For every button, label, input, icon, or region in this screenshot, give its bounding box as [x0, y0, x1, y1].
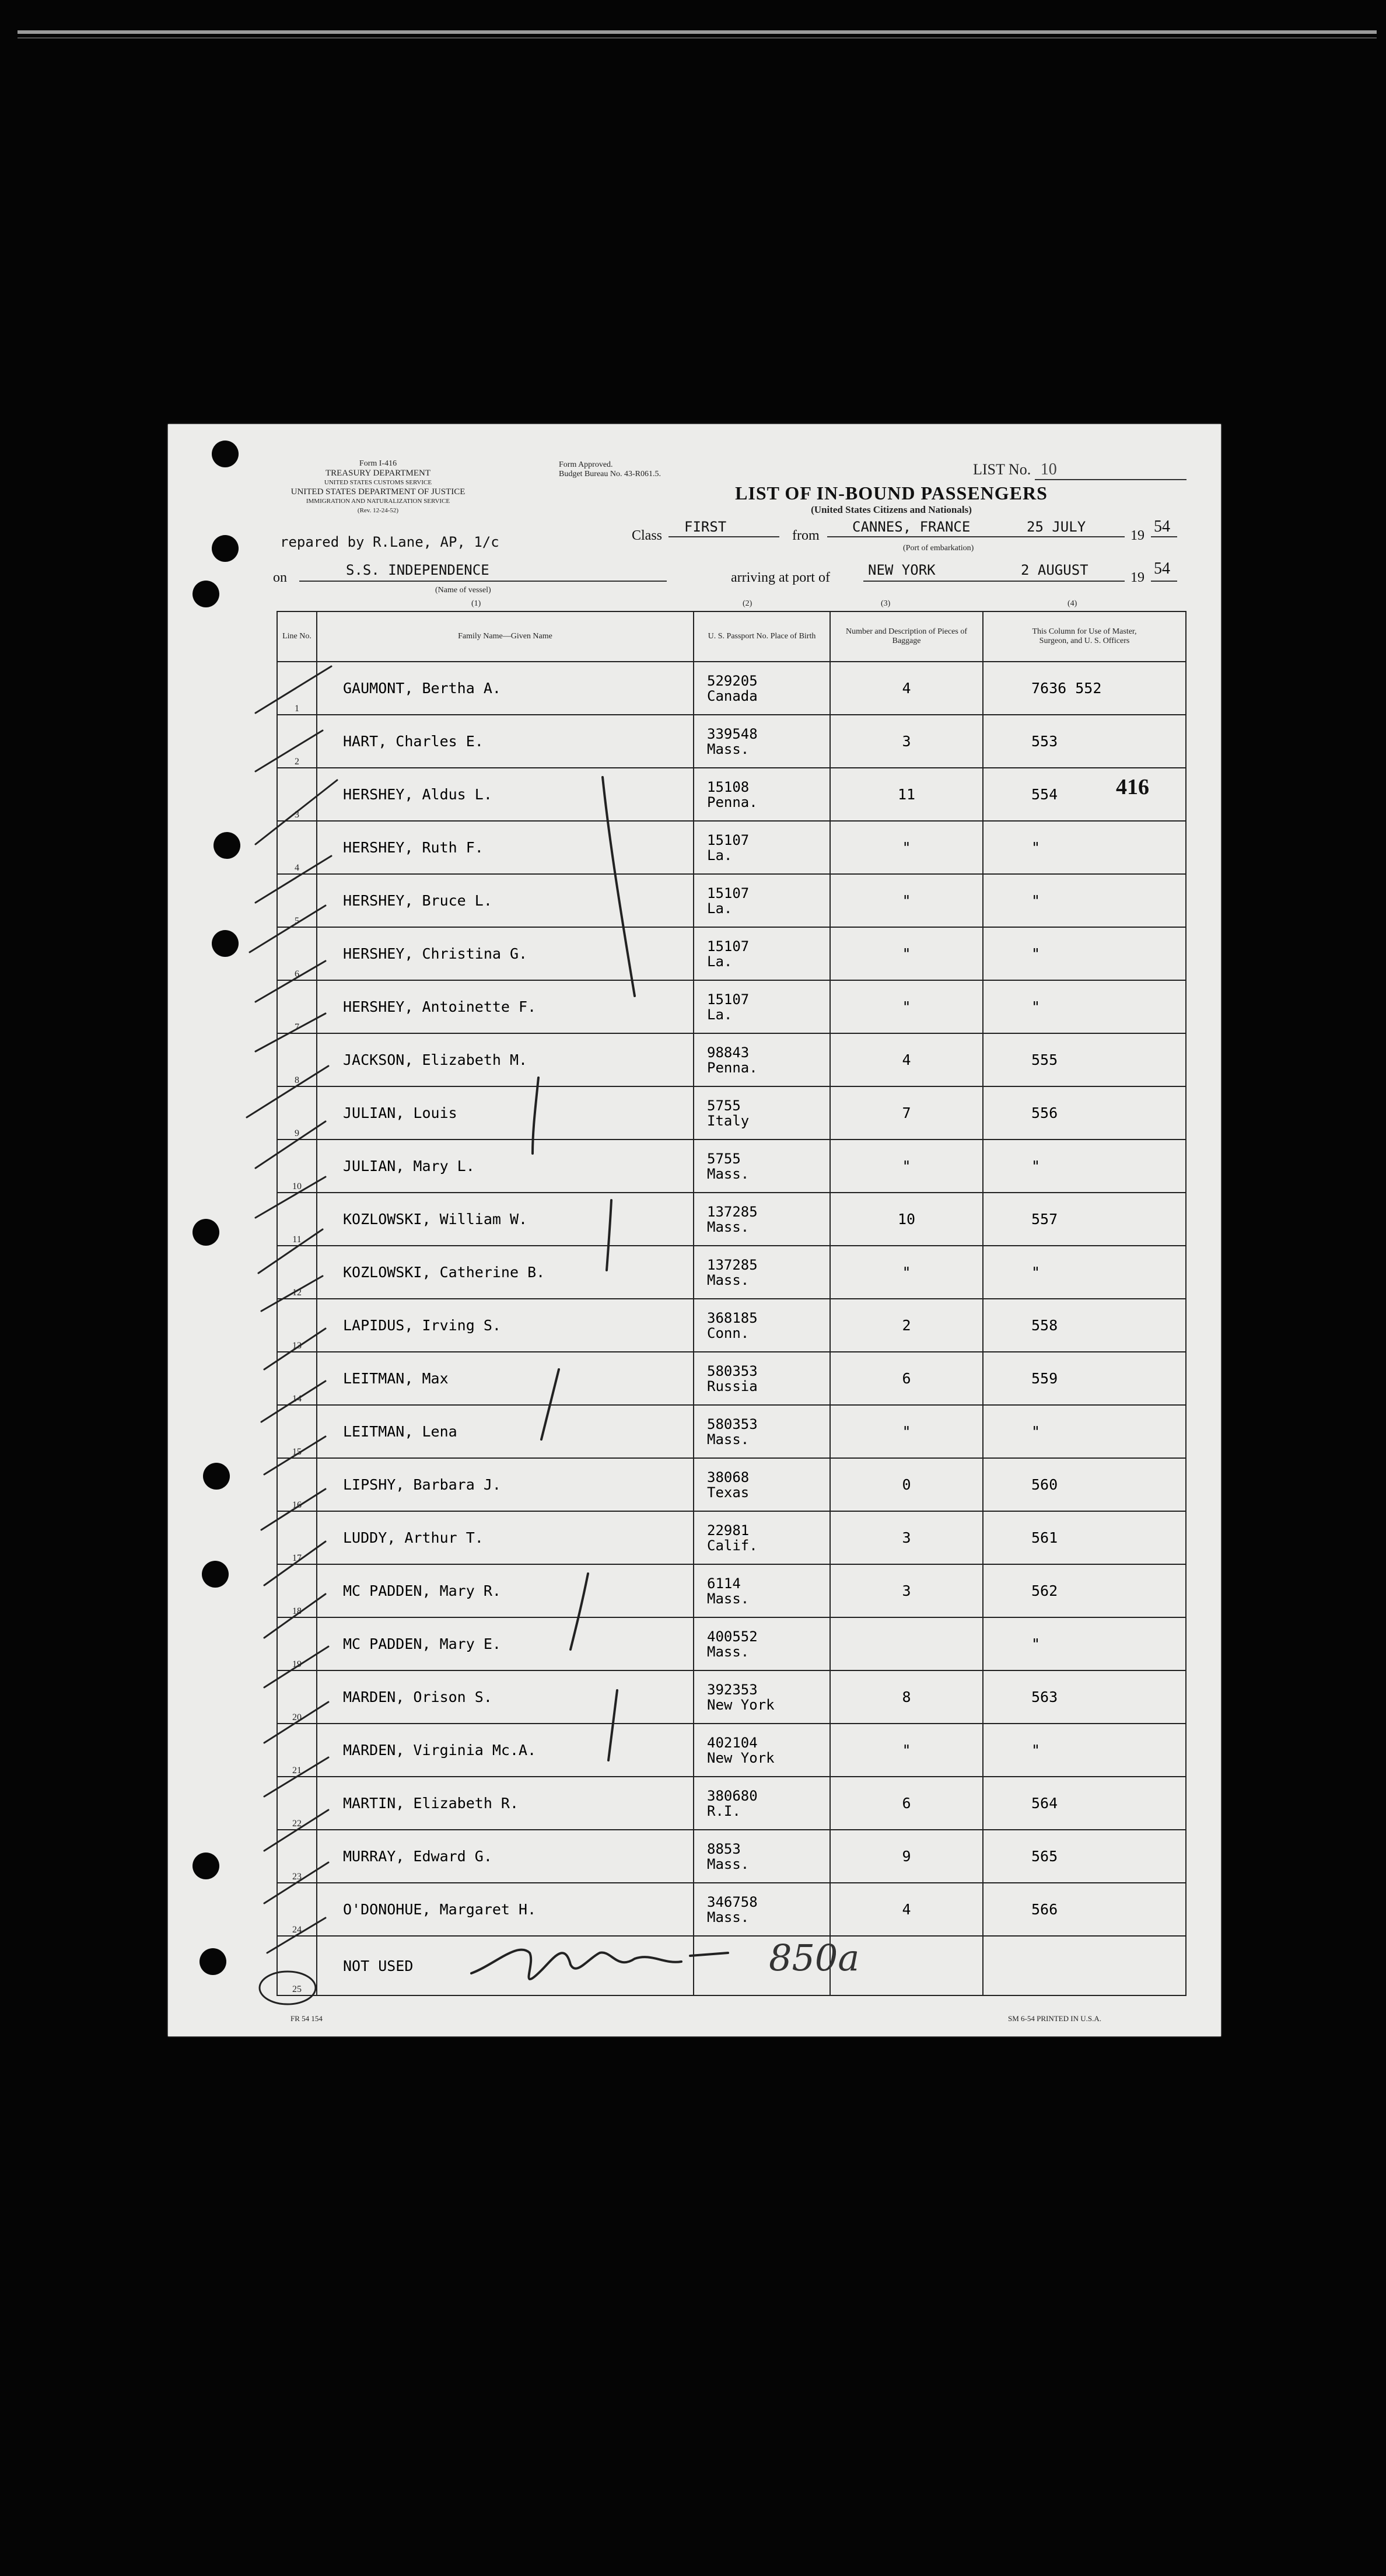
line-number: 15 [292, 1447, 302, 1457]
baggage-count: 3 [902, 1582, 911, 1599]
passport-number: 15107 [707, 831, 750, 848]
baggage-count: 0 [902, 1476, 911, 1493]
line-number: 4 [295, 863, 299, 873]
passport-number: 15107 [707, 991, 750, 1008]
check-mark [256, 730, 323, 771]
passenger-name: KOZLOWSKI, Catherine B. [343, 1264, 545, 1281]
line-number: 16 [292, 1500, 302, 1510]
passenger-name: KOZLOWSKI, William W. [343, 1211, 528, 1228]
embark-year: 54 [1154, 518, 1170, 536]
passport-number: 380680 [707, 1787, 758, 1804]
passenger-name: MARTIN, Elizabeth R. [343, 1795, 519, 1812]
officer-mark: 554 [1031, 786, 1058, 803]
baggage-count: 10 [897, 1211, 916, 1228]
passport-number: 5755 [707, 1150, 741, 1167]
check-mark [256, 856, 331, 903]
check-mark [256, 780, 337, 844]
officer-mark: 560 [1031, 1476, 1058, 1493]
year-prefix-2: 19 [1130, 570, 1144, 585]
place-of-birth: New York [707, 1749, 775, 1766]
officer-mark: 557 [1031, 1211, 1058, 1228]
class-value: FIRST [684, 519, 727, 535]
officer-mark: 563 [1031, 1689, 1058, 1705]
form-number: Form I-416 [359, 459, 397, 468]
passenger-name: LIPSHY, Barbara J. [343, 1476, 501, 1493]
officer-mark: 561 [1031, 1529, 1058, 1546]
column-number-3: (3) [881, 599, 891, 608]
line-number: 6 [295, 969, 299, 979]
list-label: LIST No. [973, 461, 1031, 478]
baggage-count: " [902, 839, 911, 856]
check-mark [264, 1702, 328, 1743]
passport-number: 15107 [707, 938, 750, 955]
line-number: 20 [292, 1712, 302, 1722]
officer-mark: 553 [1031, 733, 1058, 750]
passenger-name: LEITMAN, Lena [343, 1423, 457, 1440]
place-of-birth: Mass. [707, 1271, 750, 1288]
check-mark [264, 1594, 326, 1638]
check-mark [264, 1329, 326, 1369]
check-mark [261, 1489, 326, 1530]
officer-mark: " [1031, 1158, 1041, 1175]
revision-line: (Rev. 12-24-52) [357, 507, 399, 514]
passport-number: 6114 [707, 1575, 741, 1592]
baggage-count: " [902, 1423, 911, 1440]
place-of-birth: Mass. [707, 1590, 750, 1607]
justice-line: UNITED STATES DEPARTMENT OF JUSTICE [290, 487, 466, 497]
place-of-birth: New York [707, 1696, 775, 1713]
title-text: LIST OF IN-BOUND PASSENGERS [735, 483, 1048, 504]
header-officers: This Column for Use of Master, Surgeon, and U. S. Officers [983, 611, 1186, 662]
baggage-count: 11 [897, 786, 916, 803]
handwritten-marks [168, 424, 1221, 2036]
handwritten-850a: 850a [769, 1937, 860, 1979]
line-number: 24 [292, 1925, 302, 1935]
line-number: 18 [292, 1606, 302, 1616]
passenger-name: MARDEN, Orison S. [343, 1689, 492, 1705]
line-number: 23 [292, 1872, 302, 1882]
place-of-birth: Calif. [707, 1537, 758, 1554]
check-mark [258, 1229, 323, 1273]
footer-left-code: FR 54 154 [290, 2014, 323, 2023]
place-of-birth: Mass. [707, 1855, 750, 1872]
place-of-birth: Penna. [707, 794, 758, 810]
line-number: 1 [295, 704, 299, 714]
column-number-1: (1) [471, 599, 481, 608]
bracket-stroke [607, 1200, 611, 1270]
officer-mark: " [1031, 1635, 1041, 1652]
baggage-count: 2 [902, 1317, 911, 1334]
check-mark [256, 1013, 326, 1051]
column-number-4: (4) [1068, 599, 1077, 608]
arriving-label: arriving at port of [731, 570, 830, 585]
officer-mark: " [1031, 892, 1041, 909]
list-number-value: 10 [1035, 460, 1186, 480]
film-top-edge-inner [18, 37, 1377, 39]
baggage-count: " [902, 892, 911, 909]
passenger-name: MC PADDEN, Mary E. [343, 1635, 501, 1652]
place-of-birth: Italy [707, 1112, 750, 1129]
line-number: 10 [292, 1182, 302, 1191]
arrival-date: 2 AUGUST [1021, 562, 1088, 578]
passenger-list-sheet [168, 424, 1221, 2036]
officer-mark: " [1031, 1742, 1041, 1759]
passport-number: 15108 [707, 778, 750, 795]
passenger-name: JULIAN, Mary L. [343, 1158, 475, 1175]
officer-mark: " [1031, 1423, 1041, 1440]
place-of-birth: Texas [707, 1484, 750, 1501]
header-name: Family Name—Given Name [317, 611, 694, 662]
baggage-count: " [902, 1742, 911, 1759]
subtitle-text: (United States Citizens and Nationals) [811, 504, 972, 515]
baggage-count: " [902, 1158, 911, 1175]
officer-mark: 564 [1031, 1795, 1058, 1812]
baggage-count: 6 [902, 1795, 911, 1812]
from-value: CANNES, FRANCE [852, 519, 971, 535]
line-number: 19 [292, 1659, 302, 1669]
header-passport: U. S. Passport No. Place of Birth [694, 611, 830, 662]
passport-number: 580353 [707, 1415, 758, 1432]
place-of-birth: Conn. [707, 1324, 750, 1341]
passport-number: 400552 [707, 1628, 758, 1645]
bracket-stroke [541, 1369, 559, 1439]
passport-number: 339548 [707, 725, 758, 742]
passport-number: 15107 [707, 885, 750, 901]
circled-line-25 [260, 1972, 316, 2004]
baggage-count: 9 [902, 1848, 911, 1865]
line-number: 17 [292, 1553, 302, 1563]
passport-number: 98843 [707, 1044, 750, 1061]
baggage-count: " [902, 998, 911, 1015]
passenger-name: JACKSON, Elizabeth M. [343, 1051, 528, 1068]
officer-mark: 566 [1031, 1901, 1058, 1918]
passenger-name: GAUMONT, Bertha A. [343, 680, 501, 697]
check-mark [264, 1647, 328, 1687]
form-approved: Form Approved. [559, 460, 613, 469]
officer-mark: " [1031, 1264, 1041, 1281]
baggage-count: 4 [902, 1901, 911, 1918]
baggage-count: 4 [902, 680, 911, 697]
passenger-name: HERSHEY, Antoinette F. [343, 998, 537, 1015]
passenger-name: NOT USED [343, 1957, 414, 1974]
signature-dash [690, 1953, 728, 1956]
embarkation-note: (Port of embarkation) [903, 544, 974, 553]
passenger-name: HERSHEY, Ruth F. [343, 839, 484, 856]
class-label: Class [632, 528, 663, 543]
officer-mark: " [1031, 998, 1041, 1015]
place-of-birth: Mass. [707, 1165, 750, 1182]
passport-number: 8853 [707, 1840, 741, 1857]
list-stamp-number: 416 [1116, 775, 1149, 799]
line-number: 22 [292, 1819, 302, 1829]
check-mark [267, 1918, 326, 1953]
ins-line: IMMIGRATION AND NATURALIZATION SERVICE [306, 498, 450, 505]
prepared-by: repared by R.Lane, AP, 1/c [280, 534, 499, 550]
check-mark [264, 1542, 326, 1585]
bracket-stroke [533, 1078, 538, 1154]
place-of-birth: Mass. [707, 740, 750, 757]
passport-number: 368185 [707, 1309, 758, 1326]
check-mark [247, 1066, 328, 1117]
baggage-count: 8 [902, 1689, 911, 1705]
passenger-name: LEITMAN, Max [343, 1370, 449, 1387]
baggage-count: 3 [902, 733, 911, 750]
check-mark [250, 906, 326, 952]
check-mark [261, 1276, 323, 1311]
passport-number: 38068 [707, 1469, 750, 1486]
baggage-count: " [902, 945, 911, 962]
header-line-no: Line No. [277, 611, 317, 662]
place-of-birth: La. [707, 847, 733, 864]
check-mark [256, 666, 331, 713]
line-number: 9 [295, 1128, 299, 1138]
vessel-name: S.S. INDEPENDENCE [346, 562, 489, 578]
place-of-birth: La. [707, 953, 733, 970]
passport-number: 392353 [707, 1681, 758, 1698]
line-number: 11 [292, 1235, 302, 1245]
place-of-birth: Mass. [707, 1909, 750, 1925]
check-mark [256, 961, 326, 1002]
place-of-birth: Penna. [707, 1059, 758, 1076]
check-mark [264, 1757, 328, 1796]
officer-mark: 559 [1031, 1370, 1058, 1387]
header-baggage: Number and Description of Pieces of Baggage [830, 611, 983, 662]
officer-mark: 562 [1031, 1582, 1058, 1599]
passenger-name: LUDDY, Arthur T. [343, 1529, 484, 1546]
place-of-birth: Canada [707, 687, 758, 704]
line-number: 3 [295, 810, 299, 820]
place-of-birth: Mass. [707, 1431, 750, 1448]
line-number: 5 [295, 916, 299, 926]
line-number: 8 [295, 1075, 299, 1085]
passenger-name: O'DONOHUE, Margaret H. [343, 1901, 537, 1918]
budget-bureau: Budget Bureau No. 43-R061.5. [559, 470, 661, 478]
passenger-name: JULIAN, Louis [343, 1105, 457, 1121]
line-number: 12 [292, 1288, 302, 1298]
passport-number: 402104 [707, 1734, 758, 1751]
arrival-year: 54 [1154, 560, 1170, 578]
passport-number: 22981 [707, 1522, 750, 1539]
column-number-2: (2) [743, 599, 752, 608]
passport-number: 137285 [707, 1256, 758, 1273]
passenger-name: MARDEN, Virginia Mc.A. [343, 1742, 537, 1759]
passenger-name: HART, Charles E. [343, 733, 484, 750]
passport-number: 580353 [707, 1362, 758, 1379]
passenger-name: LAPIDUS, Irving S. [343, 1317, 501, 1334]
year-prefix: 19 [1130, 528, 1144, 543]
signature-scrawl [471, 1950, 681, 1980]
officer-mark: " [1031, 839, 1041, 856]
check-mark [256, 1177, 326, 1218]
check-mark [264, 1810, 328, 1851]
treasury-line: TREASURY DEPARTMENT [325, 469, 431, 478]
bracket-stroke [603, 777, 635, 996]
bracket-stroke [570, 1574, 588, 1649]
line-number: 7 [295, 1022, 299, 1032]
check-mark [264, 1862, 328, 1903]
officer-mark: 558 [1031, 1317, 1058, 1334]
passport-number: 137285 [707, 1203, 758, 1220]
officer-mark: " [1031, 945, 1041, 962]
check-mark [256, 1121, 326, 1168]
place-of-birth: La. [707, 1006, 733, 1023]
place-of-birth: Mass. [707, 1218, 750, 1235]
passport-number: 529205 [707, 672, 758, 689]
baggage-count: 4 [902, 1051, 911, 1068]
baggage-count: 6 [902, 1370, 911, 1387]
on-label: on [273, 570, 287, 585]
passenger-name: HERSHEY, Aldus L. [343, 786, 492, 803]
passenger-name: HERSHEY, Bruce L. [343, 892, 492, 909]
line-number: 2 [295, 757, 299, 767]
passenger-name: MC PADDEN, Mary R. [343, 1582, 501, 1599]
place-of-birth: Russia [707, 1378, 758, 1394]
line-number: 21 [292, 1766, 302, 1775]
baggage-count: " [902, 1264, 911, 1281]
officer-mark: 7636 552 [1031, 680, 1102, 697]
passenger-name: HERSHEY, Christina G. [343, 945, 528, 962]
passport-number: 5755 [707, 1097, 741, 1114]
footer-printer-note: SM 6-54 PRINTED IN U.S.A. [1008, 2014, 1101, 2023]
line-number: 14 [292, 1394, 302, 1404]
place-of-birth: La. [707, 900, 733, 917]
line-number: 25 [292, 1984, 302, 1994]
film-top-edge [18, 30, 1377, 34]
passport-number: 346758 [707, 1893, 758, 1910]
officer-mark: 556 [1031, 1105, 1058, 1121]
baggage-count: 7 [902, 1105, 911, 1121]
check-mark [264, 1436, 326, 1474]
from-label: from [792, 528, 820, 543]
place-of-birth: R.I. [707, 1802, 741, 1819]
place-of-birth: Mass. [707, 1643, 750, 1660]
vessel-note: (Name of vessel) [435, 586, 491, 595]
embarkation-date: 25 JULY [1027, 519, 1086, 535]
line-number: 13 [292, 1341, 302, 1351]
baggage-count: 3 [902, 1529, 911, 1546]
customs-line: UNITED STATES CUSTOMS SERVICE [324, 479, 432, 486]
officer-mark: 565 [1031, 1848, 1058, 1865]
officer-mark: 555 [1031, 1051, 1058, 1068]
check-mark [261, 1381, 326, 1422]
passenger-name: MURRAY, Edward G. [343, 1848, 492, 1865]
arrival-port: NEW YORK [868, 562, 936, 578]
bracket-stroke [608, 1690, 617, 1760]
